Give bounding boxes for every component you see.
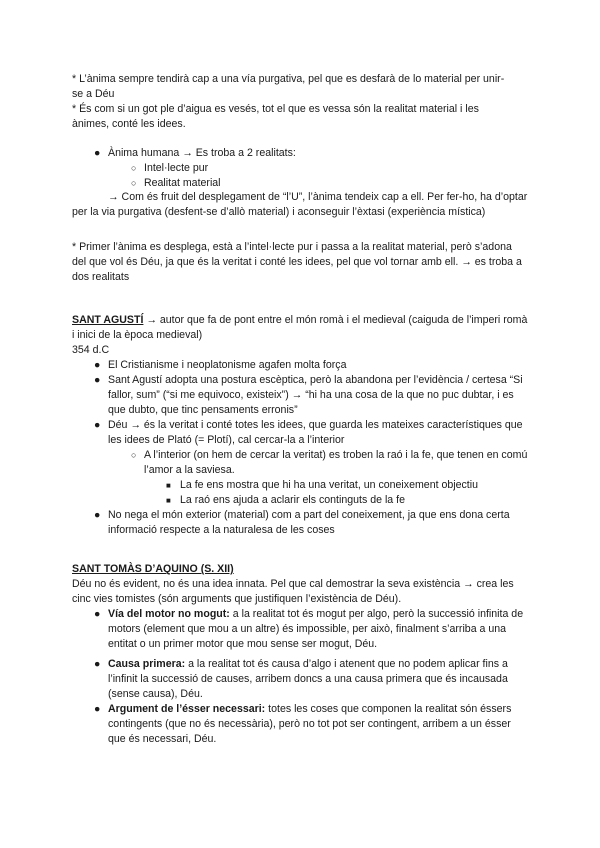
note-paragraph: * Primer l’ànima es desplega, està a l’intel·lecte pur i passa a la realitat material, però s’adona del que vol és Déu, ja que és la veritat i conté les idees, pel que vol tornar amb ell. → es troba a dos realitats	[72, 241, 522, 283]
bullet-dot-icon: ●	[94, 374, 101, 386]
bullet-square-icon: ■	[166, 496, 171, 505]
bullet-square-icon: ■	[166, 481, 171, 490]
via-1-title: Vía del motor no mogut:	[108, 608, 230, 620]
sub-bullet-item	[131, 161, 528, 176]
tomas-title: SANT TOMÀS D’AQUINO (S. XII)	[72, 563, 234, 575]
agusti-bullet-2: Sant Agustí adopta una postura escèptica, però la abandona per l’evidència / certesa “Si fallor, sum” (“si me equivoco, existeix”) → “hi ha una cosa de la que no puc dubtar, i es que dubto, que tinc pensaments erronis”	[108, 374, 523, 416]
bullet-dot-icon: ●	[94, 419, 101, 431]
via-1-text: a la realitat tot és mogut per algo, però la successió infinita de motors (element que mou a un altre) és impossible, per això, finalment s’arriba a una entitat o un primer motor que mou sense ser mogut, Déu.	[108, 608, 524, 650]
bullet-dot-icon: ●	[94, 147, 101, 159]
tomas-via-2	[108, 657, 530, 702]
via-3-title: Argument de l’ésser necessari:	[108, 703, 266, 715]
sub-bullet-item	[131, 448, 530, 478]
via-2-title: Causa primera:	[108, 658, 186, 670]
bullet-item	[94, 657, 530, 702]
note-block	[72, 240, 528, 285]
bullet-item	[94, 146, 528, 161]
bullet-dot-icon: ●	[94, 359, 101, 371]
agusti-section	[72, 313, 530, 538]
agusti-heading-line	[72, 313, 530, 343]
agusti-bullet-4: No nega el món exterior (material) com a part del coneixement, ja que ens dona certa informació respecte a la naturalesa de les coses	[108, 509, 510, 536]
intro-line-1: * L’ànima sempre tendirà cap a una vía purgativa, pel que es desfarà de lo material per unir-se a Déu	[72, 73, 505, 100]
bullet-item	[94, 418, 530, 448]
agusti-bullet-3: Déu → és la veritat i conté totes les idees, que guarda les mateixes característiques que les idees de Plató (= Plotí), cal cercar-la a l’interior	[108, 419, 523, 446]
intro-section	[72, 72, 512, 132]
tomas-via-1	[108, 607, 530, 652]
via-3-text: totes les coses que componen la realitat són éssers contingents (que no és necessària), però no tot pot ser contingent, arribem a un ésser que és necessari, Déu.	[108, 703, 512, 745]
agusti-title-rest: → autor que fa de pont entre el món romà i el medieval (caiguda de l’imperi romà i inici de la època medieval)	[72, 314, 528, 341]
bullet-dot-icon: ●	[94, 509, 101, 521]
square-bullet-item	[166, 493, 530, 508]
tomas-via-3	[108, 702, 530, 747]
via-2-text: a la realitat tot és causa d’algo i atenent que no podem aplicar fins a l’infinit la successió de causes, arribem doncs a una causa primera que és incausada (sense causa), Déu.	[108, 658, 508, 700]
bullet-dot-icon: ●	[94, 658, 101, 670]
bullet-item	[94, 508, 530, 538]
agusti-square-1: La fe ens mostra que hi ha una veritat, un coneixement objectiu	[180, 479, 478, 491]
agusti-title: SANT AGUSTÍ	[72, 314, 144, 326]
sub-bullet-item	[131, 176, 528, 191]
anima-sub-2: Realitat material	[144, 177, 221, 189]
agusti-list	[94, 358, 530, 538]
tomas-intro: Déu no és evident, no és una idea innata. Pel que cal demostrar la seva existència → crea les cinc vies tomistes (són arguments que justifiquen l’existència de Déu).	[72, 578, 514, 605]
agusti-date: 354 d.C	[72, 344, 110, 356]
bullet-dot-icon: ●	[94, 703, 101, 715]
tomas-section	[72, 562, 530, 747]
square-bullet-item	[166, 478, 530, 493]
bullet-circle-icon: ○	[131, 178, 137, 188]
agusti-sub-bullet: A l’interior (on hem de cercar la veritat) es troben la raó i la fe, que tenen en comú l’amor a la saviesa.	[144, 449, 528, 476]
anima-paragraph-block	[72, 190, 528, 220]
agusti-bullet-1: El Cristianisme i neoplatonisme agafen molta força	[108, 359, 347, 371]
bullet-item	[94, 607, 530, 652]
bullet-circle-icon: ○	[131, 163, 137, 173]
bullet-item	[94, 702, 530, 747]
agusti-square-2: La raó ens ajuda a aclarir els continguts de la fe	[180, 494, 405, 506]
tomas-list	[94, 607, 530, 747]
anima-bullet: Ànima humana → Es troba a 2 realitats:	[108, 147, 296, 159]
anima-paragraph: → Com és fruit del desplegament de “l’U”, l’ànima tendeix cap a ell. Per fer-ho, ha d’optar per la via purgativa (desfent-se d’allò material) i aconseguir l’èxtasi (experiència mística)	[72, 191, 528, 218]
bullet-item	[94, 373, 530, 418]
anima-sub-1: Intel·lecte pur	[144, 162, 209, 174]
bullet-item	[94, 358, 530, 373]
intro-line-2: * És com si un got ple d’aigua es vesés, tot el que es vessa són la realitat material i les ànimes, conté les idees.	[72, 103, 479, 130]
anima-section	[94, 146, 528, 191]
bullet-dot-icon: ●	[94, 608, 101, 620]
bullet-circle-icon: ○	[131, 450, 137, 460]
